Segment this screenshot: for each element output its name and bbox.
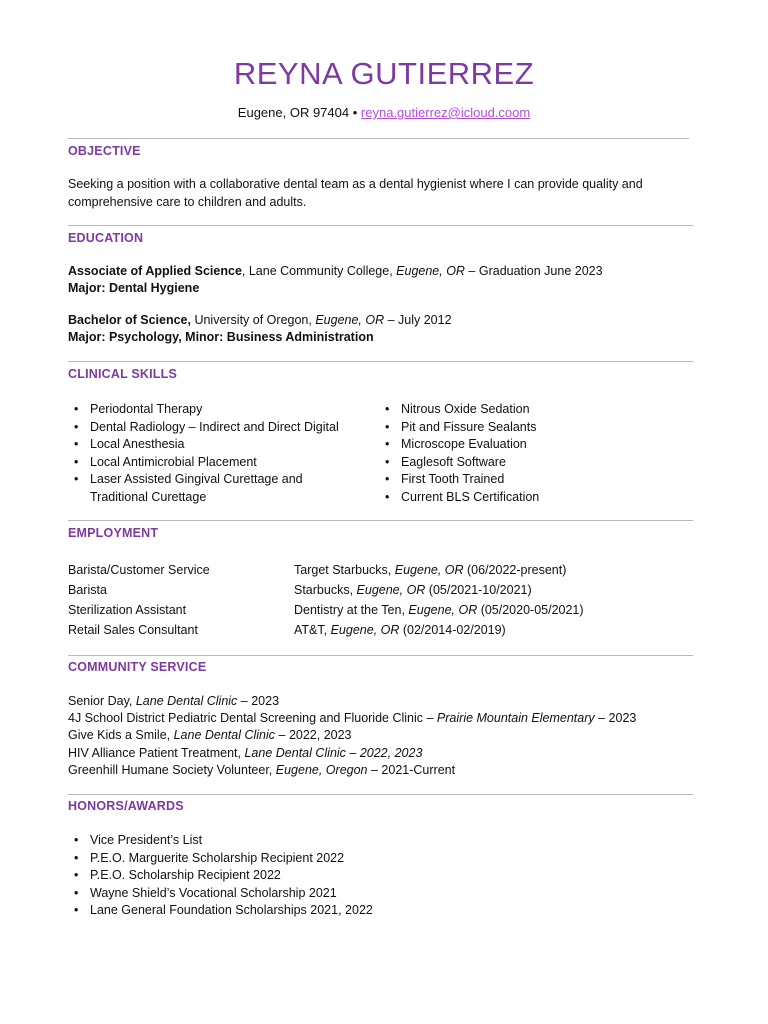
list-item: • Lane General Foundation Scholarships 2021, 2022 xyxy=(68,902,568,920)
skills-list-right xyxy=(379,401,679,506)
degree: Bachelor of Science, xyxy=(68,313,191,327)
list-item: • Wayne Shield’s Vocational Scholarship 2021 xyxy=(68,885,568,903)
school-location: Eugene, OR xyxy=(315,313,385,327)
employment-dates: (05/2020-05/2021) xyxy=(477,603,584,617)
section-title-employment: EMPLOYMENT xyxy=(68,526,159,540)
job-title: Barista xyxy=(68,583,107,597)
divider xyxy=(68,655,693,656)
section-title-objective: OBJECTIVE xyxy=(68,144,141,158)
section-title-clinical-skills: CLINICAL SKILLS xyxy=(68,367,178,381)
list-item: • Current BLS Certification xyxy=(379,489,679,507)
list-item: • Eaglesoft Software xyxy=(379,454,679,472)
education-entry xyxy=(68,264,603,278)
major: Major: Psychology, Minor: Business Administration xyxy=(68,330,374,344)
list-item: • P.E.O. Marguerite Scholarship Recipient 2022 xyxy=(68,850,568,868)
job-title: Sterilization Assistant xyxy=(68,603,187,617)
employer-name: AT&T, xyxy=(294,623,331,637)
community-service-row xyxy=(68,746,422,760)
employer-location: Eugene, OR xyxy=(356,583,426,597)
service-years: – 2023 xyxy=(237,694,280,708)
employer-location: Eugene, OR xyxy=(408,603,478,617)
contact-line xyxy=(0,105,768,120)
employer-name: Dentistry at the Ten, xyxy=(294,603,409,617)
skills-list-left xyxy=(68,401,358,506)
list-item: • Pit and Fissure Sealants xyxy=(379,419,679,437)
employment-dates: (05/2021-10/2021) xyxy=(425,583,532,597)
employer xyxy=(294,583,532,597)
list-item: • Nitrous Oxide Sedation xyxy=(379,401,679,419)
objective-text: Seeking a position with a collaborative dental team as a dental hygienist where I can provide quality and comprehensive care to children and adults. xyxy=(68,177,643,209)
employer xyxy=(294,603,584,617)
divider xyxy=(68,225,693,226)
service-org: Lane Dental Clinic xyxy=(173,728,276,742)
divider xyxy=(68,520,693,521)
degree: Associate of Applied Science xyxy=(68,264,242,278)
employer-name: Target Starbucks, xyxy=(294,563,395,577)
service-org: Lane Dental Clinic xyxy=(135,694,238,708)
separator: • xyxy=(352,105,358,120)
employer-location: Eugene, OR xyxy=(394,563,464,577)
service-years: – 2022, 2023 xyxy=(275,728,352,742)
school: University of Oregon, xyxy=(190,313,316,327)
employment-dates: (06/2022-present) xyxy=(463,563,567,577)
divider xyxy=(68,138,689,139)
service-org: Lane Dental Clinic – 2022, 2023 xyxy=(244,746,423,760)
service-event: Give Kids a Smile, xyxy=(68,728,174,742)
job-title: Retail Sales Consultant xyxy=(68,623,198,637)
community-service-row xyxy=(68,694,279,708)
major: Major: Dental Hygiene xyxy=(68,281,200,295)
school-location: Eugene, OR xyxy=(396,264,465,278)
divider xyxy=(68,361,693,362)
service-years: – 2021-Current xyxy=(367,763,456,777)
school: , Lane Community College, xyxy=(241,264,397,278)
service-event: Greenhill Humane Society Volunteer, xyxy=(68,763,276,777)
community-service-row xyxy=(68,711,636,725)
service-event: 4J School District Pediatric Dental Screening and Fluoride Clinic – xyxy=(68,711,437,725)
list-item: • Local Antimicrobial Placement xyxy=(68,454,358,472)
section-title-education: EDUCATION xyxy=(68,231,144,245)
list-item: • First Tooth Trained xyxy=(379,471,679,489)
employment-dates: (02/2014-02/2019) xyxy=(399,623,506,637)
list-item: • Local Anesthesia xyxy=(68,436,358,454)
graduation-date: – Graduation June 2023 xyxy=(464,264,603,278)
applicant-name: REYNA GUTIERREZ xyxy=(233,56,535,91)
service-org: Prairie Mountain Elementary xyxy=(436,711,595,725)
divider xyxy=(68,794,693,795)
email-link[interactable]: reyna.gutierrez@icloud.coom xyxy=(360,105,531,120)
community-service-row xyxy=(68,728,352,742)
location: Eugene, OR 97404 xyxy=(237,105,350,120)
education-entry xyxy=(68,313,452,327)
list-item: • Vice President’s List xyxy=(68,832,568,850)
employer xyxy=(294,563,566,577)
employer-location: Eugene, OR xyxy=(330,623,400,637)
employer xyxy=(294,623,506,637)
section-title-community-service: COMMUNITY SERVICE xyxy=(68,660,207,674)
list-item: • P.E.O. Scholarship Recipient 2022 xyxy=(68,867,568,885)
section-title-honors: HONORS/AWARDS xyxy=(68,799,184,813)
service-event: Senior Day, xyxy=(68,694,136,708)
service-years: – 2023 xyxy=(594,711,637,725)
job-title: Barista/Customer Service xyxy=(68,563,210,577)
service-org: Eugene, Oregon xyxy=(275,763,368,777)
list-item: • Microscope Evaluation xyxy=(379,436,679,454)
list-item: • Laser Assisted Gingival Curettage and Traditional Curettage xyxy=(68,471,358,506)
service-event: HIV Alliance Patient Treatment, xyxy=(68,746,245,760)
list-item: • Dental Radiology – Indirect and Direct Digital xyxy=(68,419,358,437)
graduation-date: – July 2012 xyxy=(384,313,452,327)
community-service-row xyxy=(68,763,455,777)
list-item: • Periodontal Therapy xyxy=(68,401,358,419)
honors-list xyxy=(68,832,568,920)
employer-name: Starbucks, xyxy=(294,583,357,597)
